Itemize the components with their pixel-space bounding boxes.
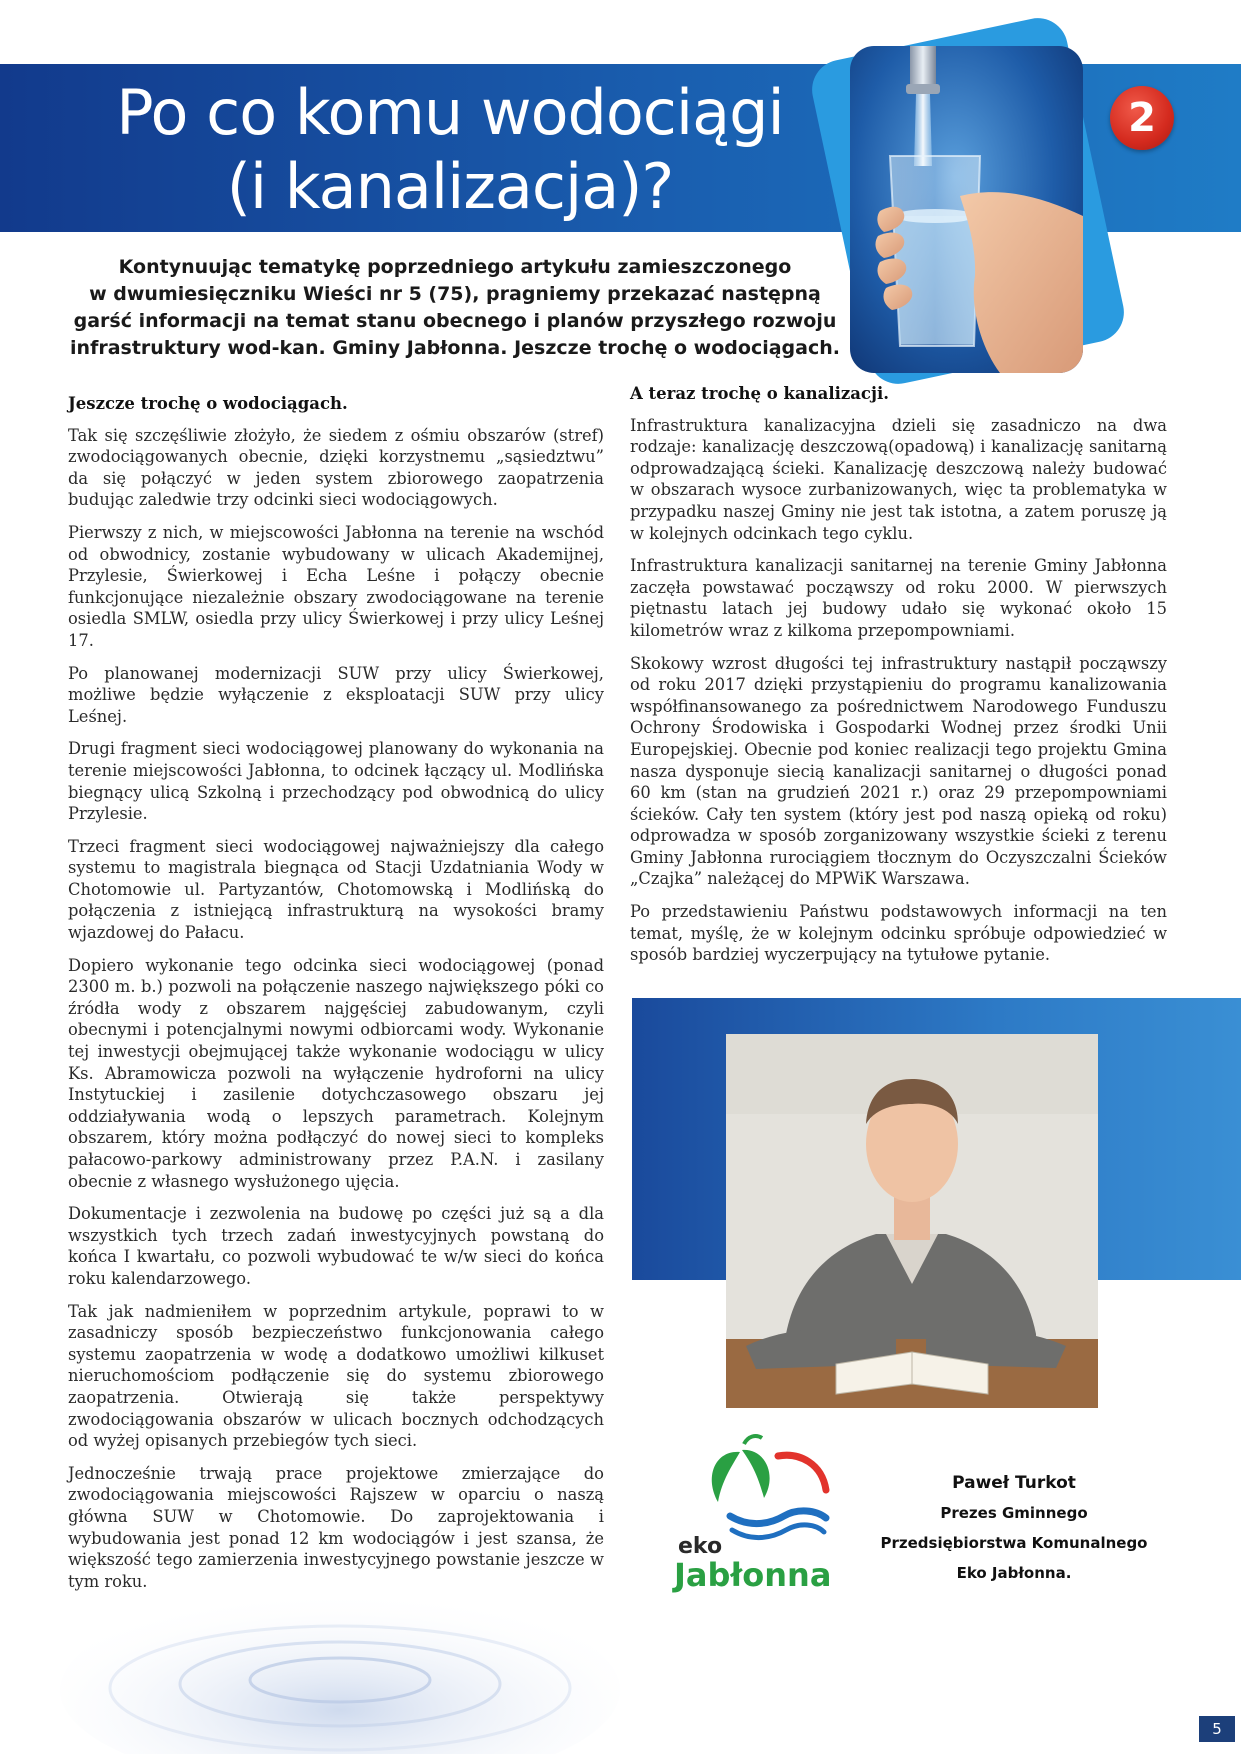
water-glass-photo	[850, 46, 1083, 373]
paragraph: Skokowy wzrost długości tej infrastruktury nastąpił począwszy od roku 2017 dzięki przystąpieniu do programu kanalizowania współfinansowanego za pośrednictwem Narodowego Funduszu Ochrony Środowiska i Gospodarki Wodnej przez środki Unii Europejskiej. Obecnie pod koniec realizacji tego projektu Gmina nasza dysponuje siecią kanalizacji sanitarnej o długości ponad 60 km (stan na grudzień 2021 r.) oraz 29 przepompowniami ścieków. Cały ten system (który jest pod naszą opieką od roku) odprowadza w sposób zorganizowany wszystkie ścieki z terenu Gminy Jabłonna rurociągiem tłocznym do Oczyszczalni Ścieków „Czajka” należącej do MPWiK Warszawa.	[630, 653, 1167, 889]
paragraph: Drugi fragment sieci wodociągowej planowany do wykonania na terenie miejscowości Jabłonna, to odcinek łączący ul. Modlińska biegnący ulicą Szkolną i przechodzący pod obwodnicą do ulicy Przylesie.	[68, 739, 604, 824]
page-number: 5	[1199, 1716, 1235, 1742]
lead-line: Kontynuując tematykę poprzedniego artykułu zamieszczonego	[118, 256, 792, 278]
caption-name: Paweł Turkot	[952, 1473, 1076, 1493]
paragraph: Infrastruktura kanalizacyjna dzieli się zasadniczo na dwa rodzaje: kanalizację deszczową(opadową) i kanalizację sanitarną odprowadzającą ścieki. Kanalizację deszczową należy budować w obszarach wysoce zurbanizowanych, więc ta problematyka w przypadku naszej Gminy nie jest tak istotna, a zatem poruszę ją w kolejnych odcinkach tego cyklu.	[630, 415, 1167, 543]
logo-text-eko: eko	[678, 1534, 723, 1559]
caption-role-line: Eko Jabłonna.	[956, 1564, 1072, 1582]
section-heading-sewage: A teraz trochę o kanalizacji.	[630, 384, 889, 403]
paragraph: Po przedstawieniu Państwu podstawowych informacji na ten temat, myślę, że w kolejnym odcinku spróbuje odpowiedzieć w sposób bardziej wyczerpujący na tytułowe pytanie.	[630, 902, 1167, 965]
portrait-photo	[726, 1034, 1098, 1408]
title-line-1: Po co komu wodociągi	[116, 76, 784, 149]
portrait-caption	[874, 1468, 1154, 1588]
paragraph: Trzeci fragment sieci wodociągowej najważniejszy dla całego systemu to magistrala biegnąca od Stacji Uzdatniania Wody w Chotomowie ul. Partyzantów, Chotomowską i Modlińską do połączenia z istniejącą infrastrukturą na wysokości bramy wjazdowej do Pałacu.	[68, 836, 604, 943]
article-number-badge: 2	[1110, 86, 1174, 150]
paragraph: Tak jak nadmieniłem w poprzednim artykule, poprawi to w zasadniczy sposób bezpieczeństwo funkcjonowania całego systemu zaopatrzenia w wodę a dodatkowo umożliwi kilkuset nieruchomościom podłączenie się do systemu zbiorowego zaopatrzenia. Otwierają się także perspektywy zwodociągowania obszarów w ulicach bocznych odchodzących od wyżej opisanych przebiegów tych sieci.	[68, 1301, 604, 1451]
paragraph: Tak się szczęśliwie złożyło, że siedem z ośmiu obszarów (stref) zwodociągowanych obecnie, dzięki korzystnemu „sąsiedztwu” da się połączyć w jeden system zbiorowego zaopatrzenia budując zaledwie trzy odcinki sieci wodociągowych.	[68, 425, 604, 510]
caption-role-line: Prezes Gminnego	[940, 1504, 1088, 1522]
left-column	[68, 393, 604, 1603]
paragraph: Infrastruktura kanalizacji sanitarnej na terenie Gminy Jabłonna zaczęła powstawać począwszy od roku 2000. W pierwszych piętnastu latach jej budowy udało się wykonać około 15 kilometrów wraz z kilkoma przepompowniami.	[630, 556, 1167, 640]
paragraph: Dokumentacje i zezwolenia na budowę po części już są a dla wszystkich tych trzech zadań inwestycyjnych powstaną do końca I kwartału, co pozwoli wybudować te w/w sieci do końca roku kalendarzowego.	[68, 1204, 604, 1288]
paragraph: Jednocześnie trwają prace projektowe zmierzające do zwodociągowania miejscowości Rajszew w oparciu o naszą główna SUW w Chotomowie. Do zaprojektowania i wybudowania jest ponad 12 km wodociągów i jest szansa, że większość tego zamierzenia inwestycyjnego powstanie jeszcze w tym roku.	[68, 1463, 604, 1591]
section-heading-water: Jeszcze trochę o wodociągach.	[68, 394, 348, 413]
lead-paragraph	[60, 254, 850, 362]
lead-line: infrastruktury wod-kan. Gminy Jabłonna. Jeszcze trochę o wodociągach.	[70, 337, 840, 359]
lead-line: w dwumiesięczniku Wieści nr 5 (75), pragniemy przekazać następną	[89, 283, 821, 305]
caption-role-line: Przedsiębiorstwa Komunalnego	[880, 1534, 1148, 1552]
title-line-2: (i kanalizacja)?	[226, 150, 674, 223]
water-glass-illustration	[850, 46, 1083, 373]
paragraph: Pierwszy z nich, w miejscowości Jabłonna na terenie na wschód od obwodnicy, zostanie wybudowany w ulicach Akademijnej, Przylesie, Świerkowej i Echa Leśne i połączy obecnie funkcjonujące niezależnie obszary zwodociągowane na terenie osiedla SMLW, osiedla przy ulicy Świerkowej i przy ulicy Leśnej 17.	[68, 522, 604, 650]
portrait-illustration	[726, 1034, 1098, 1408]
eko-jablonna-logo	[660, 1432, 860, 1597]
page-title	[90, 76, 810, 224]
paragraph: Po planowanej modernizacji SUW przy ulicy Świerkowej, możliwe będzie wyłączenie z eksploatacji SUW przy ulicy Leśnej.	[68, 663, 604, 726]
lead-line: garść informacji na temat stanu obecnego i planów przyszłego rozwoju	[73, 310, 837, 332]
right-column	[630, 383, 1167, 977]
paragraph: Dopiero wykonanie tego odcinka sieci wodociągowej (ponad 2300 m. b.) pozwoli na połączenie naszego największego póki co źródła wody z obszarem najgęściej zabudowanym, czyli obecnymi i potencjalnymi nowymi odbiorcami wody. Wykonanie tej inwestycji obejmującej także wykonanie wodociągu w ulicy Ks. Abramowicza pozwoli na wyłączenie hydroforni na ulicy Instytuckiej i zasilenie dotychczasowego obszaru jej oddziaływania wodą o lepszych parametrach. Kolejnym obszarem, który można podłączyć do nowej sieci to kompleks pałacowo-parkowy administrowany przez P.A.N. i zasilany obecnie z własnego wysłużonego ujęcia.	[68, 955, 604, 1191]
water-ripple-decoration	[60, 1560, 620, 1754]
logo-text-jablonna: Jabłonna	[674, 1556, 832, 1594]
